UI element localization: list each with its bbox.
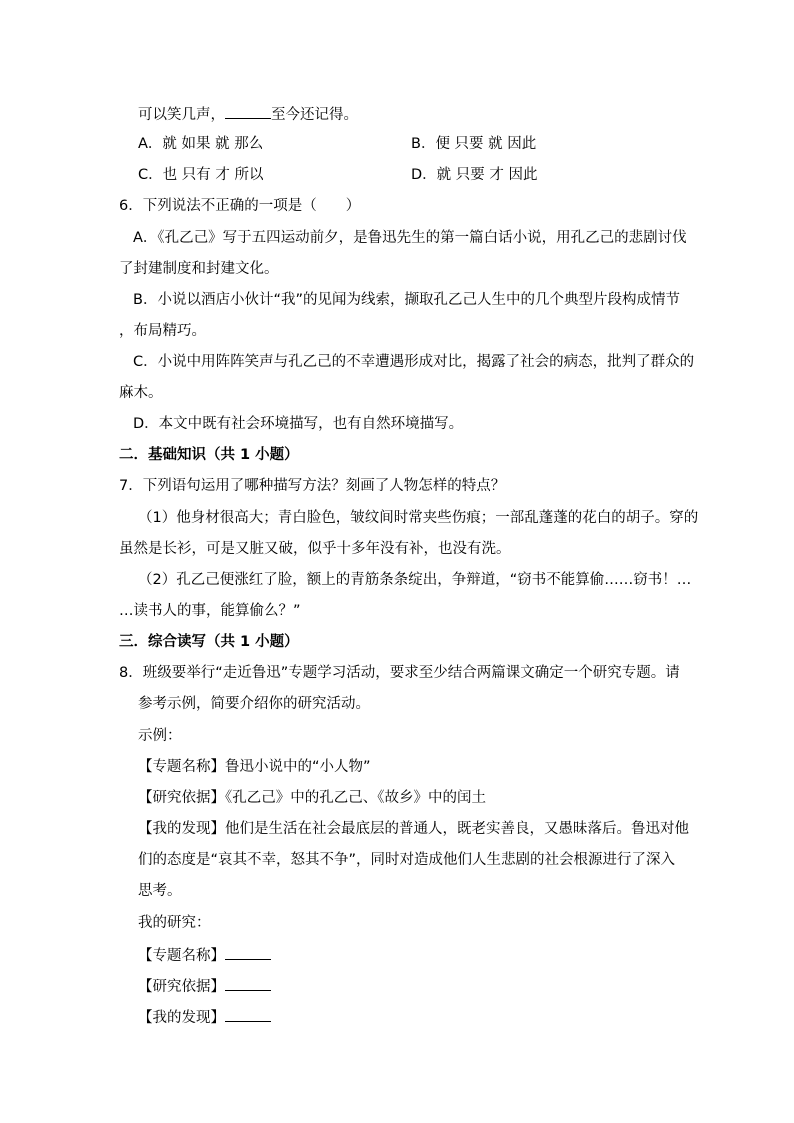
- q5-sentence-tail: [138, 104, 358, 124]
- q8-example-basis: 【研究依据】《孔乙己》中的孔乙己、《故乡》中的闰土: [138, 790, 486, 806]
- q6-option-b-line1: B．小说以酒店小伙计“我”的见闻为线索，撷取孔乙己人生中的几个典型片段构成情节: [133, 292, 680, 308]
- q8-my-basis-row: [138, 976, 271, 996]
- q6-option-b-line2: ，布局精巧。: [119, 323, 206, 339]
- q5-blank: [225, 104, 271, 119]
- q6-option-a-line1: A．《孔乙己》写于五四运动前夕，是鲁迅先生的第一篇白话小说，用孔乙己的悲剧讨伐: [133, 230, 687, 246]
- q5-option-c: C．也 只有 才 所以: [138, 167, 264, 183]
- q6-option-c-line1: C．小说中用阵阵笑声与孔乙己的不幸遭遇形成对比，揭露了社会的病态，批判了群众的: [133, 354, 695, 370]
- q8-my-basis-label: 【研究依据】: [138, 979, 225, 995]
- q8-my-topic-blank[interactable]: [225, 945, 271, 960]
- q8-my-topic-row: [138, 945, 271, 965]
- q5-tail-text-a: 可以笑几声，: [138, 107, 225, 123]
- q8-my-finding-label: 【我的发现】: [138, 1010, 225, 1026]
- q6-option-d: D．本文中既有社会环境描写，也有自然环境描写。: [133, 416, 464, 432]
- q8-example-finding-line3: 思考。: [138, 883, 182, 899]
- q5-option-d: D．就 只要 才 因此: [411, 167, 538, 183]
- q7-sentence2-line1: （2）孔乙己便涨红了脸，额上的青筋条条绽出，争辩道，“窃书不能算偷……窃书！…: [138, 572, 692, 588]
- q8-example-topic: 【专题名称】鲁迅小说中的“小人物”: [138, 759, 371, 775]
- q5-option-b: B．便 只要 就 因此: [411, 136, 537, 152]
- section-heading-comprehensive-writing: 三．综合读写（共 1 小题）: [119, 634, 299, 650]
- q8-example-finding-line1: 【我的发现】他们是生活在社会最底层的普通人，既老实善良，又愚昧落后。鲁迅对他: [138, 821, 689, 837]
- q7-stem: 7．下列语句运用了哪种描写方法？刻画了人物怎样的特点？: [119, 478, 506, 494]
- q8-example-label: 示例：: [138, 728, 182, 744]
- section-heading-basic-knowledge: 二．基础知识（共 1 小题）: [119, 447, 299, 463]
- q8-my-finding-blank[interactable]: [225, 1007, 271, 1022]
- q8-my-basis-blank[interactable]: [225, 976, 271, 991]
- q6-option-c-line2: 麻木。: [119, 385, 163, 401]
- q8-my-topic-label: 【专题名称】: [138, 948, 225, 964]
- q7-sentence1-line2: 虽然是长衫，可是又脏又破，似乎十多年没有补，也没有洗。: [119, 541, 511, 557]
- q7-sentence2-line2: …读书人的事，能算偷么？”: [119, 603, 301, 619]
- q5-option-a: A．就 如果 就 那么: [138, 136, 264, 152]
- q7-sentence1-line1: （1）他身材很高大；青白脸色，皱纹间时常夹些伤痕；一部乱蓬蓬的花白的胡子。穿的: [138, 510, 699, 526]
- q8-my-finding-row: [138, 1007, 271, 1027]
- q6-stem: 6．下列说法不正确的一项是（ ）: [119, 198, 361, 214]
- q5-tail-text-b: 至今还记得。: [271, 107, 358, 123]
- q8-example-finding-line2: 们的态度是“哀其不幸，怒其不争”，同时对造成他们人生悲剧的社会根源进行了深入: [138, 852, 676, 868]
- q8-stem-line2: 参考示例，简要介绍你的研究活动。: [138, 696, 370, 712]
- q8-my-research-label: 我的研究：: [138, 915, 211, 931]
- q8-stem-line1: 8．班级要举行“走近鲁迅”专题学习活动，要求至少结合两篇课文确定一个研究专题。请: [119, 665, 680, 681]
- q6-option-a-line2: 了封建制度和封建文化。: [119, 261, 279, 277]
